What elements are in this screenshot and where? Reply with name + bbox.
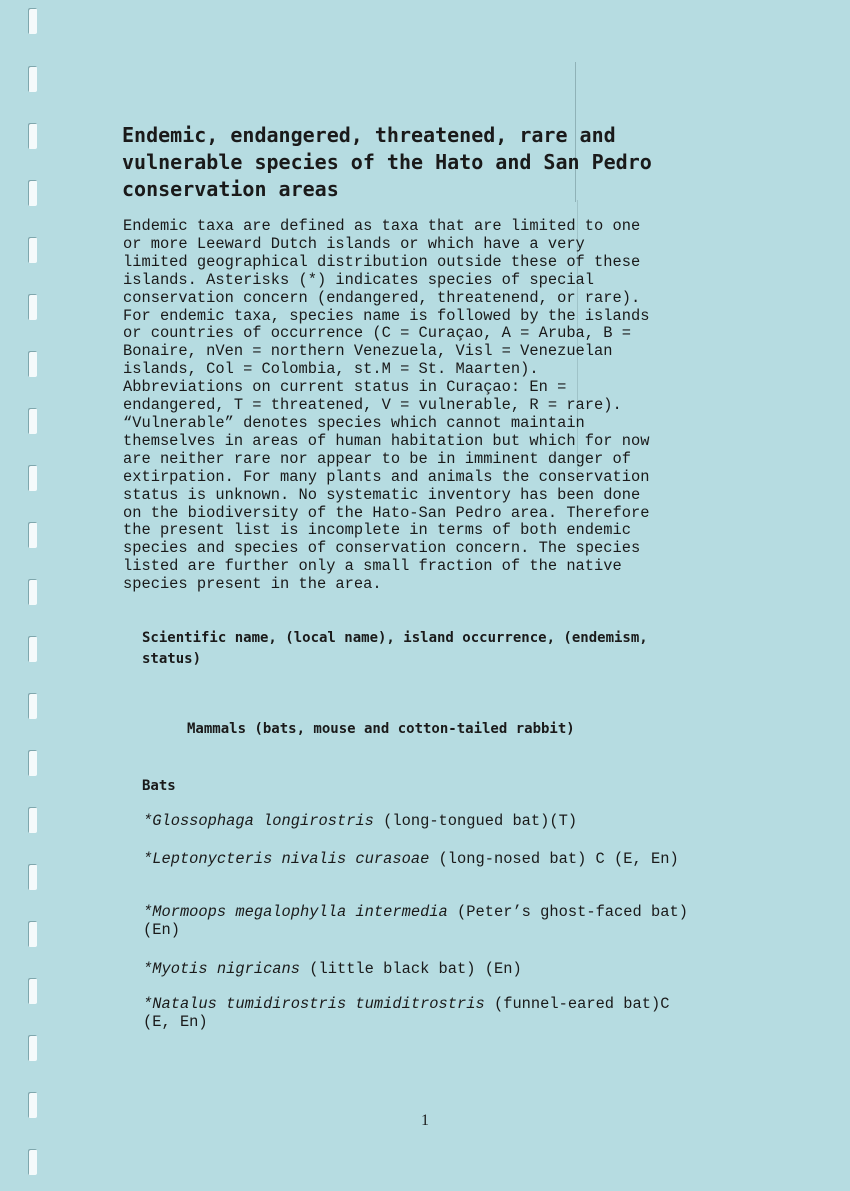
intro-line: limited geographical distribution outside these of these [123,252,641,271]
intro-line: Abbreviations on current status in Curaçao: En = [123,378,567,397]
species-details: (little black bat) (En) [300,960,522,978]
binding-hole [28,636,37,662]
column-header: Scientific name, (local name), island occurrence, (endemism, status) [142,630,648,667]
species-details: (Peter’s ghost-faced bat) (En) [143,903,688,939]
binding-hole [28,180,37,206]
intro-line: endangered, T = threatened, V = vulnerable, R = rare). [123,396,622,415]
species-entry [143,961,703,979]
binding-hole [28,66,37,92]
intro-line: conservation concern (endangered, threatenend, or rare). [123,288,641,307]
intro-line: are neither rare nor appear to be in imminent danger of [123,449,631,468]
species-details: (funnel-eared bat)C (E, En) [143,995,670,1031]
intro-line: or more Leeward Dutch islands or which have a very [123,234,585,253]
species-scientific-name: *Glossophaga longirostris [143,812,374,830]
intro-line: themselves in areas of human habitation but which for now [123,431,650,450]
binding-hole [28,807,37,833]
binding-hole [28,294,37,320]
binding-hole [28,864,37,890]
binding-hole [28,351,37,377]
intro-line: on the biodiversity of the Hato-San Pedro area. Therefore [123,503,650,522]
binding-hole [28,123,37,149]
binding-hole [28,465,37,491]
intro-line: extirpation. For many plants and animals the conservation [123,467,650,486]
species-scientific-name: *Myotis nigricans [143,960,301,978]
species-entry [143,851,703,869]
intro-line: “Vulnerable” denotes species which cannot maintain [123,413,585,432]
species-entry [143,813,703,831]
intro-line: the present list is incomplete in terms of both endemic [123,521,631,540]
intro-line: listed are further only a small fraction of the native [123,557,622,576]
intro-line: status is unknown. No systematic inventory has been done [123,485,641,504]
species-details: (long-nosed bat) C (E, En) [429,850,679,868]
species-entry [143,996,703,1032]
binding-hole [28,921,37,947]
page-number: 1 [421,1112,429,1129]
subsection-heading: Bats [142,778,176,794]
species-details: (long-tongued bat)(T) [373,812,578,830]
intro-line: Bonaire, nVen = northern Venezuela, Visl = Venezuelan [123,342,613,361]
intro-line: or countries of occurrence (C = Curaçao, A = Aruba, B = [123,324,631,343]
binding-hole [28,1035,37,1061]
intro-line: Endemic taxa are defined as taxa that are limited to one [123,217,641,235]
binding-hole [28,8,37,34]
intro-line: islands. Asterisks (*) indicates species of special [123,270,595,289]
species-scientific-name: *Natalus tumidirostris tumiditrostris [143,995,485,1013]
intro-line: species and species of conservation concern. The species [123,539,641,558]
binding-hole [28,978,37,1004]
intro-line: species present in the area. [123,575,382,594]
species-scientific-name: *Leptonycteris nivalis curasoae [143,850,430,868]
binding-hole [28,237,37,263]
species-scientific-name: *Mormoops megalophylla intermedia [143,903,448,921]
intro-paragraph [123,218,723,594]
binding-hole [28,408,37,434]
binding-hole [28,1149,37,1175]
species-entry [143,904,703,940]
binding-holes [28,0,42,1191]
binding-hole [28,693,37,719]
section-heading: Mammals (bats, mouse and cotton-tailed rabbit) [187,721,575,737]
binding-hole [28,750,37,776]
page-title: Endemic, endangered, threatened, rare and vulnerable species of the Hato and San Pedro conservation areas [122,123,652,201]
intro-line: islands, Col = Colombia, st.M = St. Maarten). [123,360,539,379]
binding-hole [28,522,37,548]
binding-hole [28,579,37,605]
intro-line: For endemic taxa, species name is followed by the islands [123,306,650,325]
